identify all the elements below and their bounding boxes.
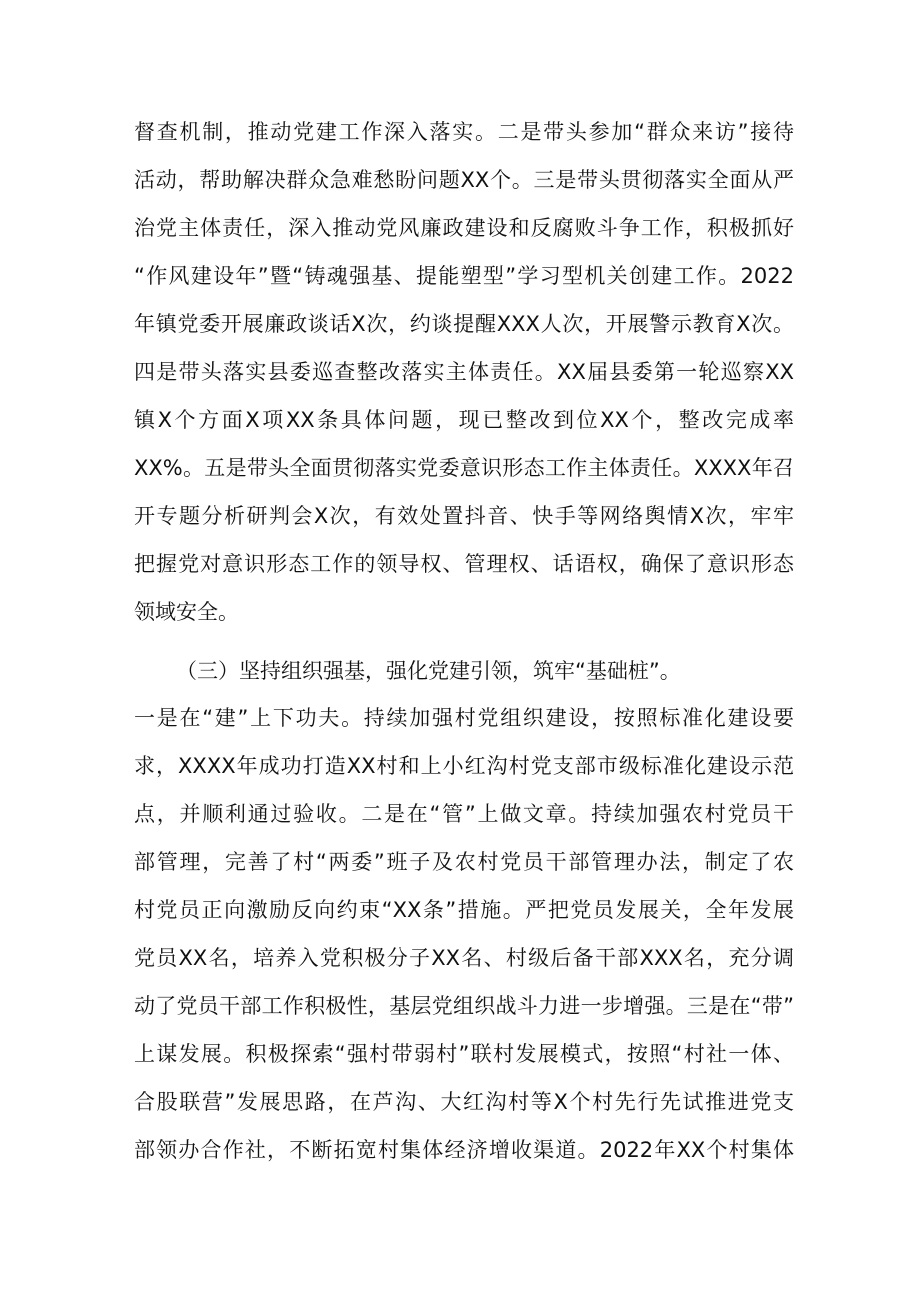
paragraph-2-line-5: 村党员正向激励反向约束“XX条”措施。严把党员发展关，全年发展 xyxy=(134,898,794,922)
paragraph-1-line-5: 年镇党委开展廉政谈话X次，约谈提醒XXX人次，开展警示教育X次。 xyxy=(134,312,794,336)
paragraph-1-line-10: 把握党对意识形态工作的领导权、管理权、话语权，确保了意识形态 xyxy=(134,552,794,576)
paragraph-2-line-9: 合股联营”发展思路，在芦沟、大红沟村等X个村先行先试推进党支 xyxy=(134,1090,794,1114)
paragraph-1-line-3: 治党主体责任，深入推动党风廉政建设和反腐败斗争工作，积极抓好 xyxy=(134,216,794,240)
paragraph-1-line-8: XX%。五是带头全面贯彻落实党委意识形态工作主体责任。XXXX年召 xyxy=(134,456,794,480)
paragraph-2-line-4: 部管理，完善了村“两委”班子及农村党员干部管理办法，制定了农 xyxy=(134,850,794,874)
paragraph-2-line-10: 部领办合作社，不断拓宽村集体经济增收渠道。2022年XX个村集体 xyxy=(134,1138,794,1162)
paragraph-1-line-9: 开专题分析研判会X次，有效处置抖音、快手等网络舆情X次，牢牢 xyxy=(134,504,794,528)
paragraph-2-line-8: 上谋发展。积极探索“强村带弱村”联村发展模式，按照“村社一体、 xyxy=(134,1042,794,1066)
paragraph-2-line-1: 一是在“建”上下功夫。持续加强村党组织建设，按照标准化建设要 xyxy=(134,706,794,730)
paragraph-2-line-7: 动了党员干部工作积极性，基层党组织战斗力进一步增强。三是在“带” xyxy=(134,994,794,1018)
paragraph-2-line-2: 求，XXXX年成功打造XX村和上小红沟村党支部市级标准化建设示范 xyxy=(134,754,794,778)
paragraph-1-line-6: 四是带头落实县委巡查整改落实主体责任。XX届县委第一轮巡察XX xyxy=(134,360,794,384)
paragraph-2-line-3: 点，并顺利通过验收。二是在“管”上做文章。持续加强农村党员干 xyxy=(134,802,794,826)
paragraph-2-line-6: 党员XX名，培养入党积极分子XX名、村级后备干部XXX名，充分调 xyxy=(134,946,794,970)
paragraph-1-line-11: 领域安全。 xyxy=(134,600,239,624)
paragraph-1-line-1: 督查机制，推动党建工作深入落实。二是带头参加“群众来访”接待 xyxy=(134,120,794,144)
section-heading-3: （三）坚持组织强基，强化党建引领，筑牢“基础桩”。 xyxy=(176,659,681,683)
paragraph-1-line-4: “作风建设年”暨“铸魂强基、提能塑型”学习型机关创建工作。2022 xyxy=(134,264,794,288)
paragraph-1-line-2: 活动，帮助解决群众急难愁盼问题XX个。三是带头贯彻落实全面从严 xyxy=(134,168,794,192)
paragraph-1-line-7: 镇X个方面X项XX条具体问题，现已整改到位XX个，整改完成率 xyxy=(134,408,794,432)
